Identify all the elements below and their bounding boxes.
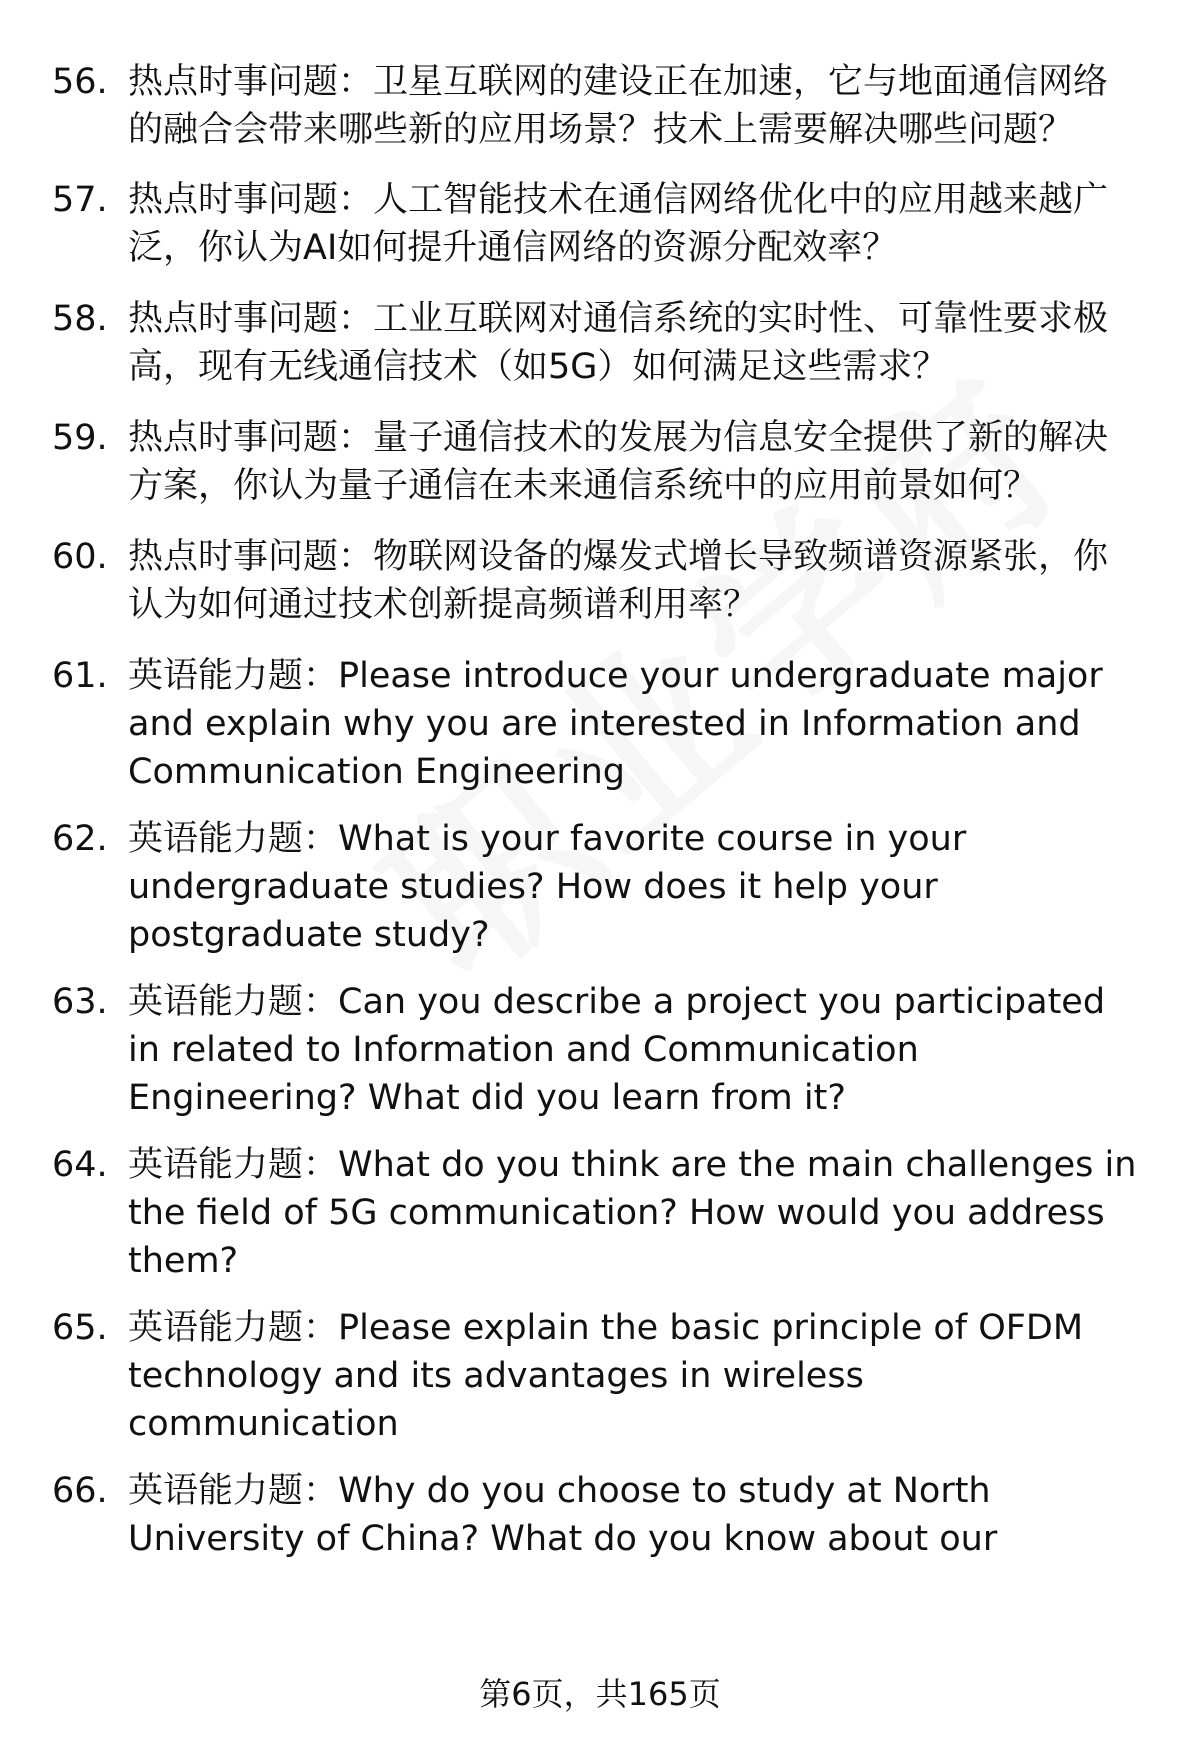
question-text: 英语能力题：Please explain the basic principle of OFDM technology and its advantages in wireless communication (128, 1308, 1084, 1444)
question-number: 63. (52, 982, 108, 1022)
question-list (52, 58, 1152, 1563)
question-text: 热点时事问题：量子通信技术的发展为信息安全提供了新的解决方案，你认为量子通信在未来通信系统中的应用前景如何？ (128, 418, 1109, 506)
question-item (52, 1141, 1152, 1285)
question-item (52, 58, 1152, 154)
question-item (52, 815, 1152, 959)
question-item (52, 295, 1152, 391)
question-item (52, 533, 1152, 629)
question-number: 58. (52, 299, 108, 339)
question-text: 热点时事问题：卫星互联网的建设正在加速，它与地面通信网络的融合会带来哪些新的应用场景？技术上需要解决哪些问题？ (128, 62, 1109, 150)
page-footer: 第6页，共165页 (479, 1675, 721, 1713)
question-item (52, 978, 1152, 1122)
question-text: 英语能力题：Please introduce your undergraduate major and explain why you are interested in Information and Communication Engineering (128, 656, 1103, 792)
question-text: 英语能力题：What do you think are the main challenges in the field of 5G communication? How would you address them? (128, 1145, 1137, 1281)
question-item (52, 652, 1152, 796)
question-number: 57. (52, 180, 108, 220)
question-text: 英语能力题：Can you describe a project you participated in related to Information and Communication Engineering? What did you learn from it? (128, 982, 1106, 1118)
question-item (52, 1467, 1152, 1563)
question-number: 60. (52, 537, 108, 577)
question-number: 61. (52, 656, 108, 696)
question-number: 56. (52, 62, 108, 102)
question-text: 英语能力题：What is your favorite course in your undergraduate studies? How does it help your postgraduate study? (128, 819, 967, 955)
question-number: 64. (52, 1145, 108, 1185)
question-item (52, 414, 1152, 510)
question-text: 热点时事问题：物联网设备的爆发式增长导致频谱资源紧张，你认为如何通过技术创新提高频谱利用率？ (128, 537, 1109, 625)
question-text: 英语能力题：Why do you choose to study at North University of China? What do you know about our (128, 1471, 998, 1559)
question-text: 热点时事问题：人工智能技术在通信网络优化中的应用越来越广泛，你认为AI如何提升通信网络的资源分配效率？ (128, 180, 1109, 268)
question-text: 热点时事问题：工业互联网对通信系统的实时性、可靠性要求极高，现有无线通信技术（如5G）如何满足这些需求？ (128, 299, 1109, 387)
question-number: 66. (52, 1471, 108, 1511)
question-number: 65. (52, 1308, 108, 1348)
question-number: 62. (52, 819, 108, 859)
question-item (52, 1304, 1152, 1448)
question-number: 59. (52, 418, 108, 458)
question-item (52, 176, 1152, 272)
